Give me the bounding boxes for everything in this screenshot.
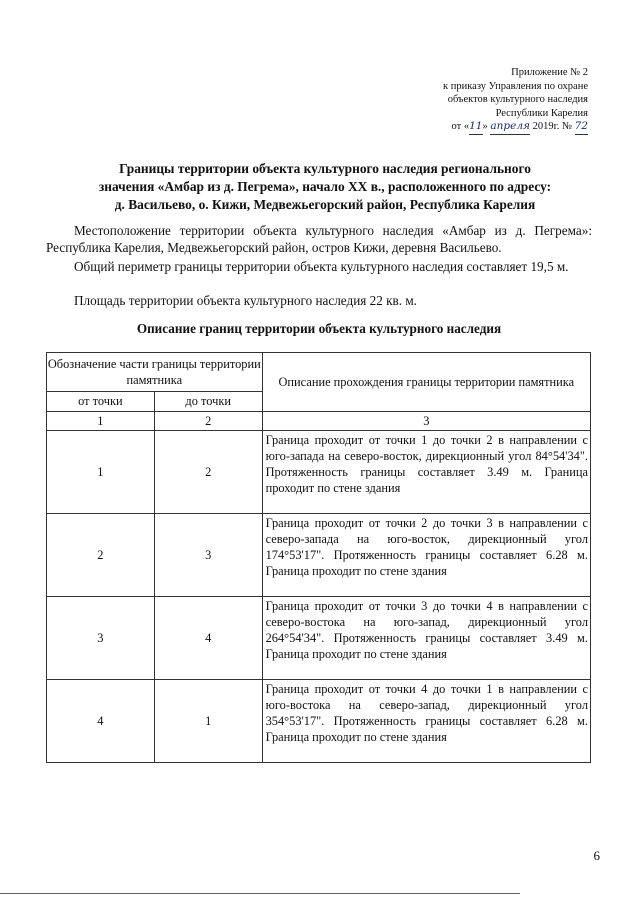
description-cell: Граница проходит от точки 4 до точки 1 в направлении с юго-востока на северо-запад, дирекционный угол 354°53'17". Протяженность границы составляет 6.28 м. Граница проходит по стене здания: [262, 680, 590, 763]
to-point-cell: 2: [154, 431, 262, 514]
handwritten-month: апреля: [490, 120, 530, 135]
title-line-2: значения «Амбар из д. Пегрема», начало XX в., расположенного по адресу:: [98, 179, 552, 194]
to-point-cell: 1: [154, 680, 262, 763]
title-line-1: Границы территории объекта культурного наследия регионального: [119, 161, 531, 176]
description-cell: Граница проходит от точки 3 до точки 4 в направлении с северо-востока на юго-запад, дирекционный угол 264°54'34". Протяженность границы составляет 3.49 м. Граница проходит по стене здания: [262, 597, 590, 680]
from-point-cell: 3: [47, 597, 155, 680]
appendix-title: Приложение № 2: [511, 67, 588, 78]
appendix-block: [443, 66, 588, 135]
area-text: Площадь территории объекта культурного наследия 22 кв. м.: [74, 293, 417, 308]
description-cell: Граница проходит от точки 1 до точки 2 в направлении с юго-запада на северо-восток, дирекционный угол 84°54'34". Протяженность границы составляет 3.49 м. Граница проходит по стене здания: [262, 431, 590, 514]
column-number-1: 1: [47, 412, 155, 431]
date-mid: »: [482, 121, 488, 133]
description-cell: Граница проходит от точки 2 до точки 3 в направлении с северо-запада на юго-восток, дирекционный угол 174°53'17". Протяженность границы составляет 6.28 м. Граница проходит по стене здания: [262, 514, 590, 597]
to-point-cell: 4: [154, 597, 262, 680]
date-prefix: от «: [451, 121, 470, 133]
location-text: Местоположение территории объекта культурного наследия «Амбар из д. Пегрема»: Республика Карелия, Медвежьегорский район, остров Кижи, деревня Васильево.: [46, 223, 592, 255]
perimeter-text: Общий периметр границы территории объекта культурного наследия составляет 19,5 м.: [74, 259, 569, 274]
table-title: Описание границ территории объекта культурного наследия: [136, 321, 502, 336]
from-point-cell: 4: [47, 680, 155, 763]
to-point-cell: 3: [154, 514, 262, 597]
location-paragraph: [46, 222, 592, 256]
handwritten-day: 11: [469, 120, 482, 135]
boundary-table: [46, 352, 591, 763]
header-from-point: от точки: [47, 392, 155, 412]
footer-divider: [0, 893, 520, 894]
column-number-2: 2: [154, 412, 262, 431]
table-row: [47, 597, 591, 680]
header-to-point: до точки: [154, 392, 262, 412]
page-number: 6: [593, 848, 600, 863]
perimeter-paragraph: [46, 258, 592, 275]
date-suffix: 2019г. №: [532, 121, 572, 133]
column-number-3: 3: [262, 412, 590, 431]
from-point-cell: 2: [47, 514, 155, 597]
header-boundary-part: Обозначение части границы территории памятника: [47, 353, 263, 392]
title-line-3: д. Васильево, о. Кижи, Медвежьегорский район, Республика Карелия: [114, 197, 536, 212]
table-row: [47, 431, 591, 514]
handwritten-number: 72: [575, 120, 588, 135]
appendix-department-line: объектов культурного наследия: [447, 94, 588, 106]
table-row: [47, 514, 591, 597]
document-title: [60, 160, 590, 214]
header-description: Описание прохождения границы территории памятника: [262, 353, 590, 412]
appendix-region-line: Республики Карелия: [495, 107, 588, 119]
area-paragraph: [46, 292, 592, 309]
appendix-date-line: [443, 120, 588, 135]
appendix-order-line: к приказу Управления по охране: [443, 80, 588, 92]
table-row: [47, 680, 591, 763]
from-point-cell: 1: [47, 431, 155, 514]
